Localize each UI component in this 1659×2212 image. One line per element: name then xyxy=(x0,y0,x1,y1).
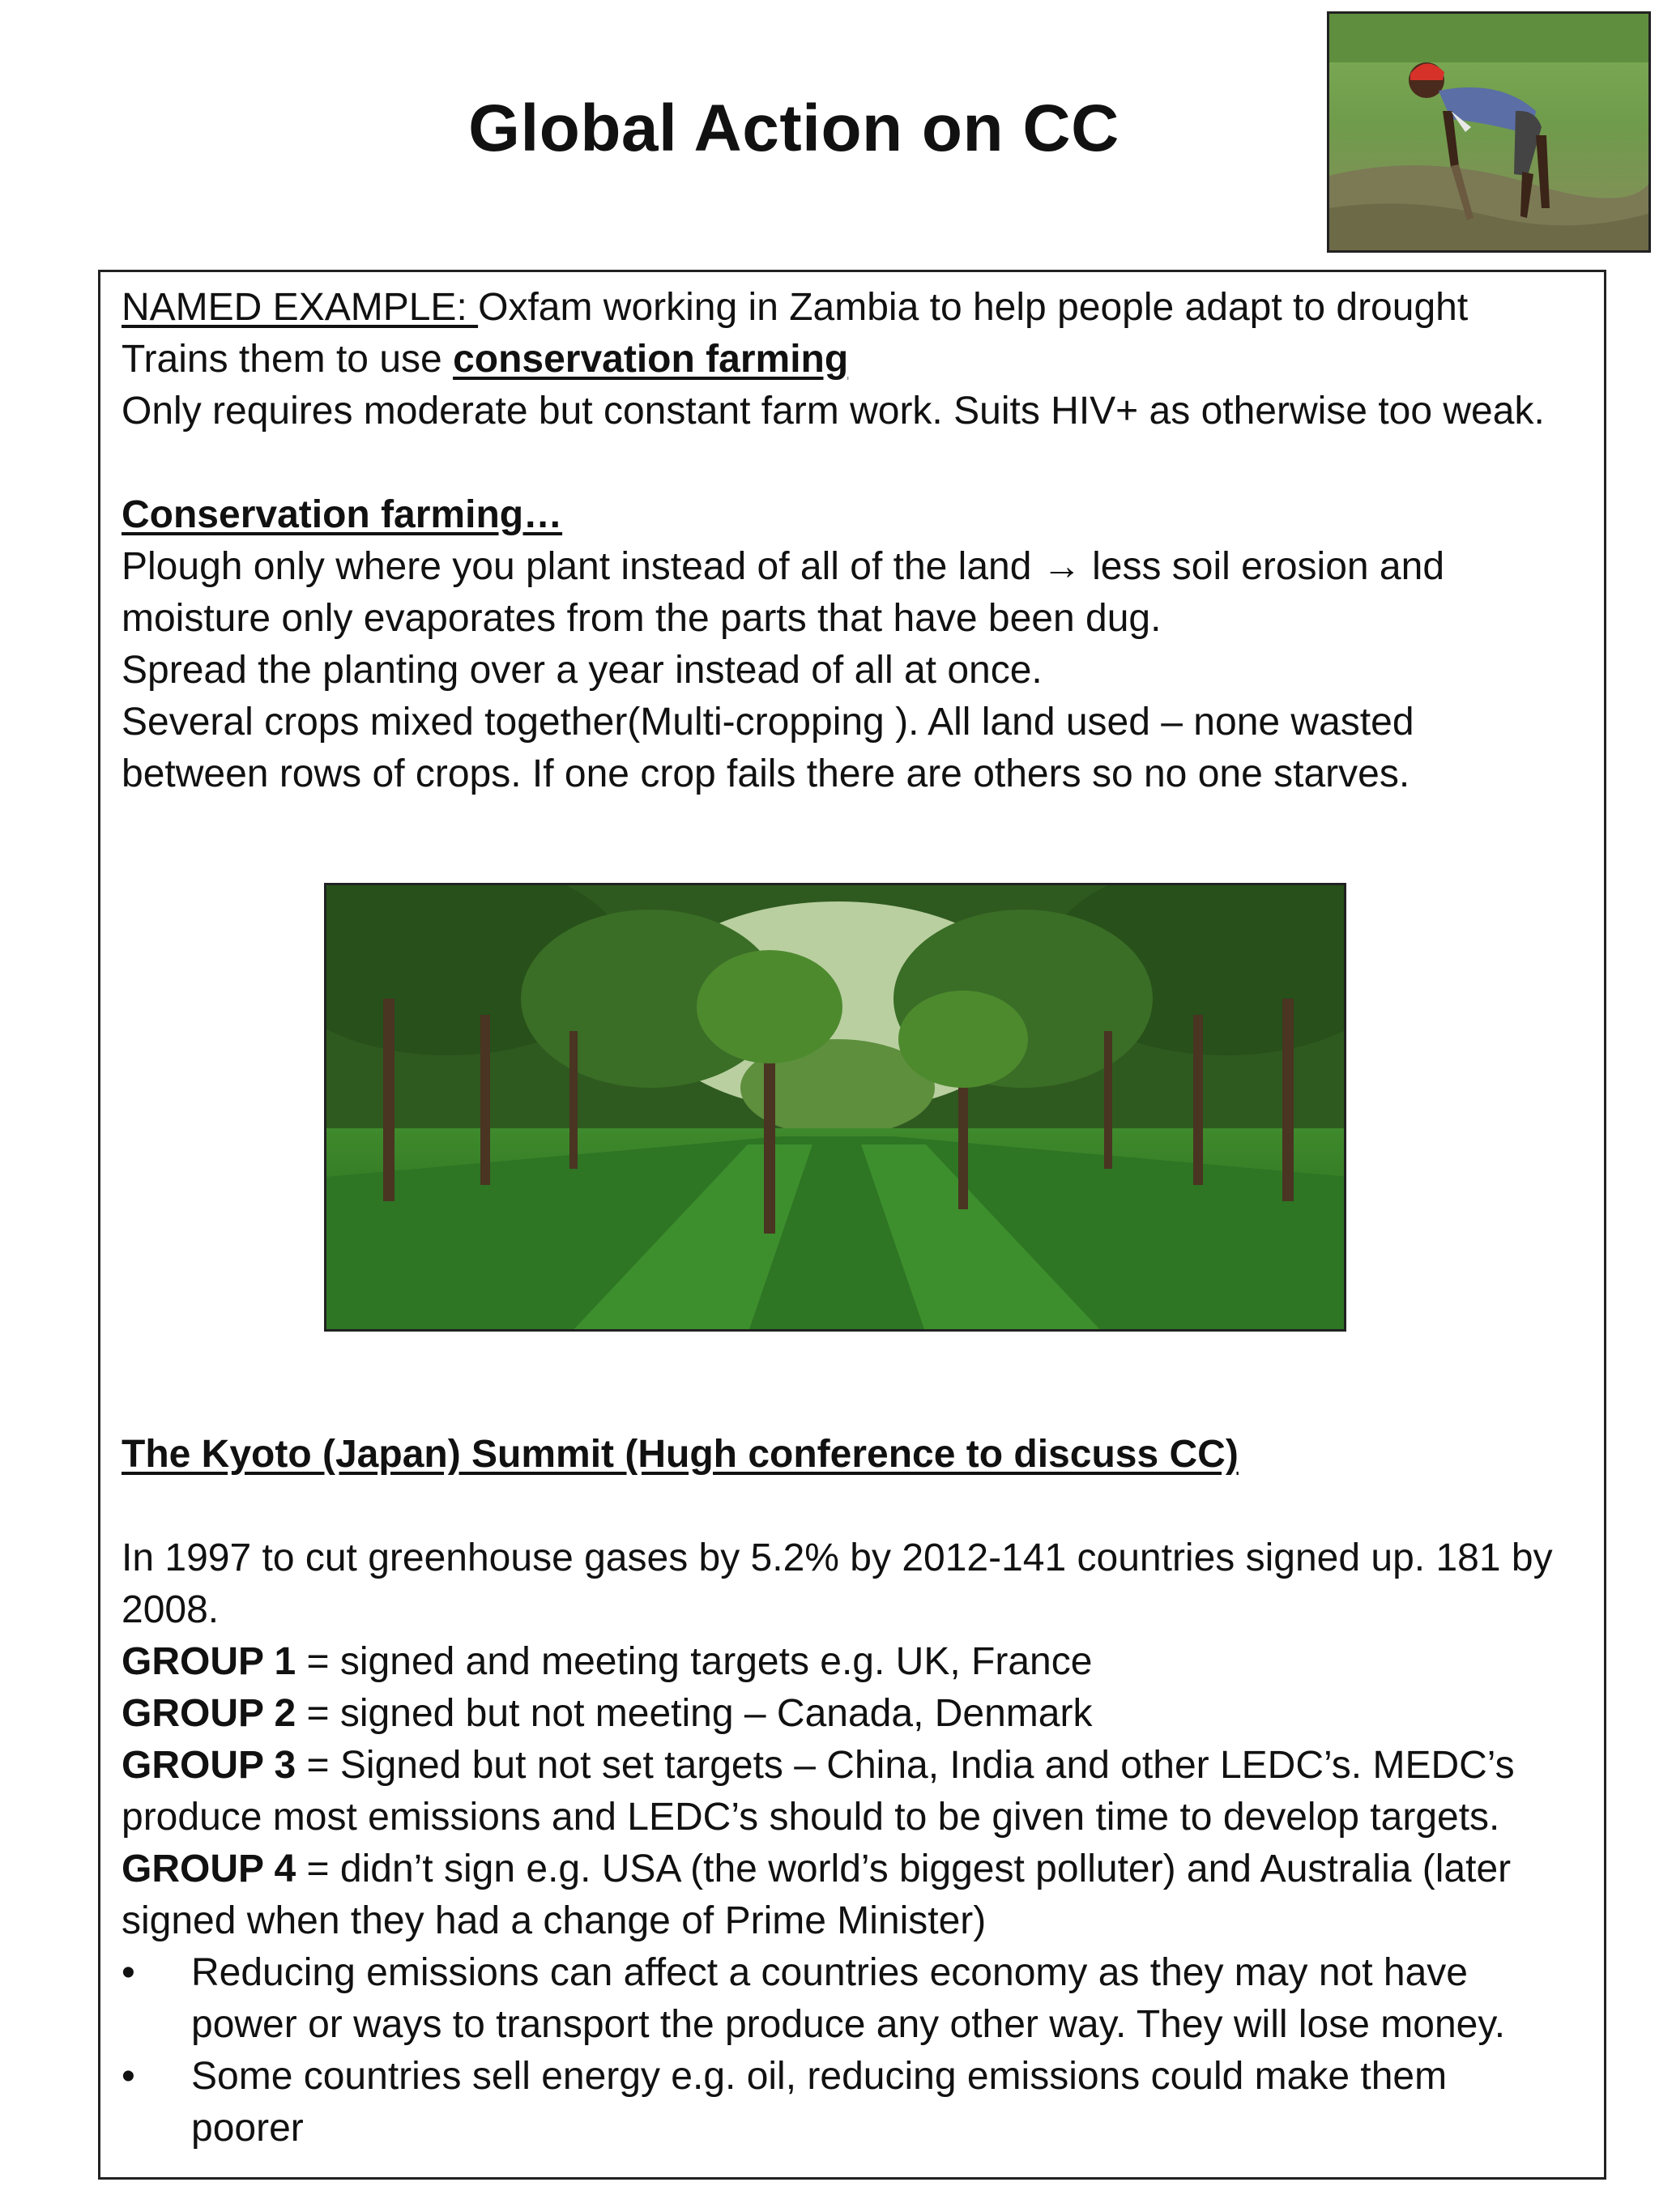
list-item-cont xyxy=(122,2103,1553,2154)
spread-line: Spread the planting over a year instead of all at once. xyxy=(122,649,1043,692)
bullet-text: Some countries sell energy e.g. oil, reducing emissions could make them xyxy=(191,2055,1448,2098)
group-label: GROUP 1 xyxy=(122,1640,296,1683)
named-example-text: Oxfam working in Zambia to help people adapt to drought xyxy=(478,286,1469,329)
moisture-line: moisture only evaporates from the parts that have been dug. xyxy=(122,597,1162,640)
group-line xyxy=(122,1688,1553,1740)
group3-cont: produce most emissions and LEDC’s should to be given time to develop targets. xyxy=(122,1796,1500,1839)
group-line xyxy=(122,1740,1553,1792)
kyoto-section xyxy=(122,1429,1553,2154)
group-line xyxy=(122,1636,1553,1688)
bullet-text: poorer xyxy=(191,2107,304,2150)
kyoto-intro-cont: 2008. xyxy=(122,1588,220,1631)
requirements-line: Only requires moderate but constant farm work. Suits HIV+ as otherwise too weak. xyxy=(122,390,1545,433)
spacer xyxy=(122,437,1545,489)
group-text: = Signed but not set targets – China, India and other LEDC’s. MEDC’s xyxy=(296,1744,1515,1787)
multicrop-line: Several crops mixed together(Multi-cropping ). All land used – none wasted xyxy=(122,701,1414,744)
group-line xyxy=(122,1843,1553,1895)
plantation-photo xyxy=(324,883,1346,1332)
plough-line xyxy=(122,541,1545,593)
named-example-section xyxy=(122,282,1545,800)
spacer xyxy=(122,1481,1553,1532)
rows-line: between rows of crops. If one crop fails there are others so no one starves. xyxy=(122,752,1410,795)
trains-prefix: Trains them to use xyxy=(122,338,454,381)
kyoto-intro-line: In 1997 to cut greenhouse gases by 5.2% by 2012-141 countries signed up. 181 by xyxy=(122,1536,1553,1579)
trains-line xyxy=(122,334,1545,386)
group4-cont: signed when they had a change of Prime Minister) xyxy=(122,1899,987,1942)
group-text: = didn’t sign e.g. USA (the world’s biggest polluter) and Australia (later xyxy=(296,1848,1512,1890)
arrow-right-icon: → xyxy=(1042,545,1081,588)
conservation-farming-term: conservation farming xyxy=(453,338,849,381)
bullet-icon: • xyxy=(122,1951,135,1994)
bullet-text: Reducing emissions can affect a countries economy as they may not have xyxy=(191,1951,1468,1994)
list-item-cont xyxy=(122,1999,1553,2051)
group-text: = signed and meeting targets e.g. UK, France xyxy=(296,1640,1093,1683)
list-item xyxy=(122,2051,1553,2103)
plough-text-cont: less soil erosion and xyxy=(1081,545,1445,588)
group-text: = signed but not meeting – Canada, Denmark xyxy=(296,1692,1093,1735)
group-label: GROUP 3 xyxy=(122,1744,296,1787)
named-example-label: NAMED EXAMPLE: xyxy=(122,286,479,329)
bullet-icon: • xyxy=(122,2055,135,2098)
plough-text: Plough only where you plant instead of all of the land xyxy=(122,545,1043,588)
kyoto-heading: The Kyoto (Japan) Summit (Hugh conference to discuss CC) xyxy=(122,1433,1239,1476)
named-example-line xyxy=(122,282,1545,334)
page-title: Global Action on CC xyxy=(468,92,1120,165)
farmer-photo xyxy=(1327,11,1651,253)
bullet-text: power or ways to transport the produce any other way. They will lose money. xyxy=(191,2003,1506,2046)
group-label: GROUP 2 xyxy=(122,1692,296,1735)
list-item xyxy=(122,1947,1553,1999)
conservation-heading: Conservation farming… xyxy=(122,493,563,536)
group-label: GROUP 4 xyxy=(122,1848,296,1890)
